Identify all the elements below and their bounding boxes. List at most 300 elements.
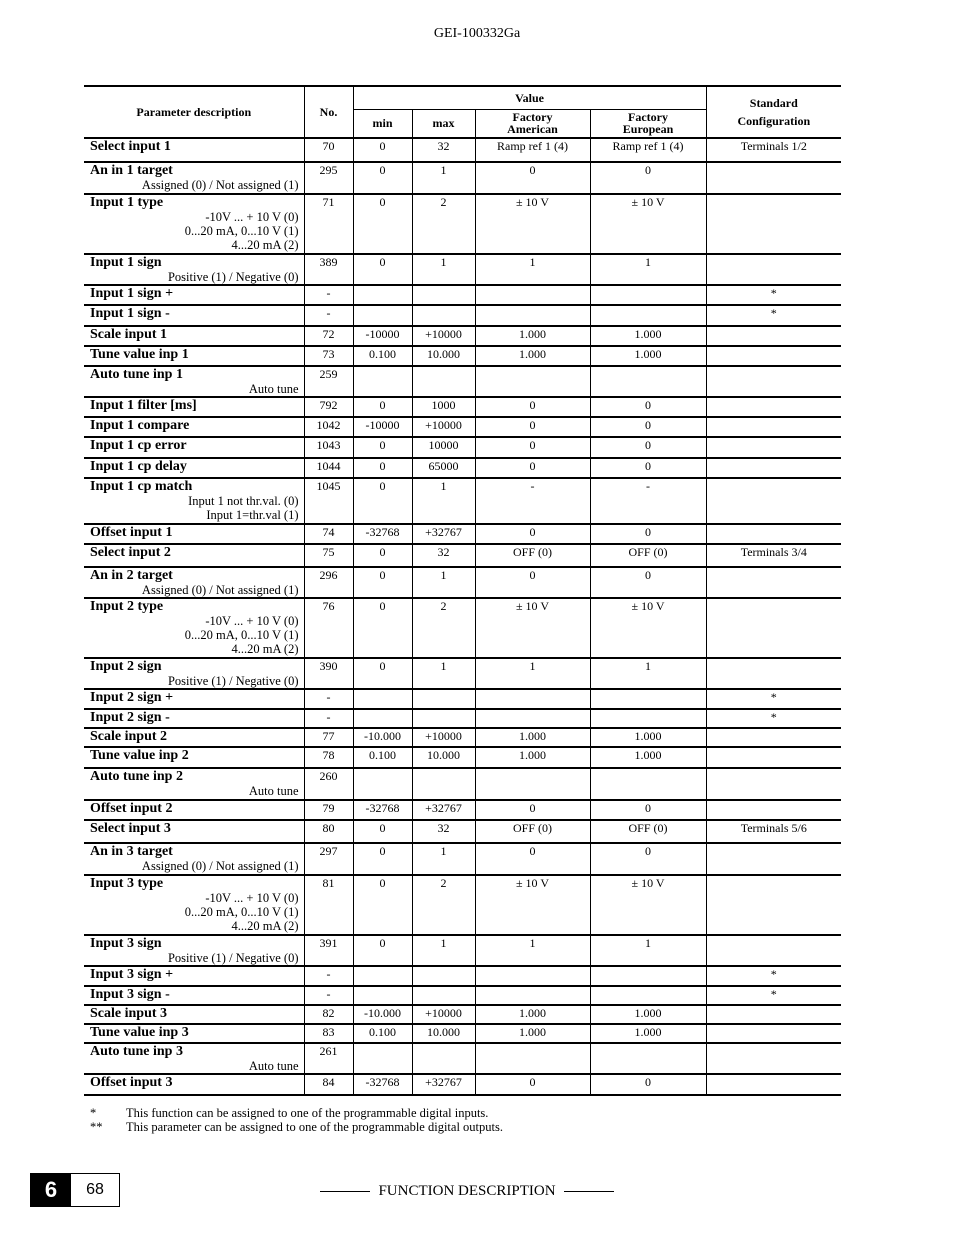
max-cell: 32: [412, 544, 475, 567]
factory-european-cell: 0: [590, 162, 706, 194]
param-name: Input 2 sign: [90, 659, 162, 674]
header-feu-line-1: Factory: [628, 110, 668, 125]
standard-config-cell: *: [706, 285, 841, 305]
standard-config-cell: *: [706, 966, 841, 986]
param-number-cell: 76: [304, 598, 353, 658]
max-cell: 1: [412, 567, 475, 598]
param-description-cell: [84, 1024, 304, 1043]
max-cell: 1: [412, 658, 475, 689]
param-option-text: Input 1 not thr.val. (0): [188, 494, 299, 508]
param-option-text: 0...20 mA, 0...10 V (1): [184, 628, 299, 642]
param-number-cell: -: [304, 709, 353, 728]
param-name: An in 1 target: [90, 163, 173, 178]
factory-european-cell: 0: [590, 524, 706, 544]
factory-american-cell: ± 10 V: [475, 875, 590, 935]
param-description-cell: [84, 285, 304, 305]
param-option-text: 0...20 mA, 0...10 V (1): [184, 224, 299, 238]
max-cell: 2: [412, 598, 475, 658]
min-cell: -10000: [353, 326, 412, 346]
factory-american-cell: 0: [475, 567, 590, 598]
factory-european-cell: [590, 966, 706, 986]
factory-european-cell: 1.000: [590, 1005, 706, 1024]
param-number-cell: 792: [304, 397, 353, 417]
max-cell: +10000: [412, 728, 475, 747]
param-description-cell: [84, 326, 304, 346]
param-description-cell: [84, 524, 304, 544]
factory-american-cell: 1.000: [475, 1024, 590, 1043]
min-cell: [353, 986, 412, 1005]
table-row: [84, 1074, 841, 1095]
factory-european-cell: [590, 305, 706, 326]
param-number-cell: 296: [304, 567, 353, 598]
max-cell: +10000: [412, 326, 475, 346]
param-description-cell: [84, 768, 304, 800]
header-min: min: [353, 109, 412, 138]
param-number-cell: 82: [304, 1005, 353, 1024]
standard-config-cell: [706, 254, 841, 285]
table-row: [84, 458, 841, 478]
table-row: [84, 194, 841, 254]
param-name: Input 3 type: [90, 876, 164, 891]
table-row: [84, 820, 841, 843]
param-name: Offset input 3: [90, 1075, 173, 1090]
param-name: Input 3 sign +: [90, 967, 174, 982]
min-cell: 0: [353, 194, 412, 254]
max-cell: [412, 1043, 475, 1074]
chapter-page-box: [30, 1173, 120, 1207]
max-cell: 32: [412, 138, 475, 162]
min-cell: 0: [353, 820, 412, 843]
table-row: [84, 1005, 841, 1024]
param-description-cell: [84, 843, 304, 875]
footnotes: [90, 1106, 503, 1134]
standard-config-cell: [706, 397, 841, 417]
factory-american-cell: [475, 709, 590, 728]
param-option-text: 4...20 mA (2): [231, 919, 299, 933]
footer-rule-left: [320, 1191, 370, 1192]
param-option-text: Positive (1) / Negative (0): [167, 674, 299, 688]
param-number-cell: 70: [304, 138, 353, 162]
param-description-cell: [84, 709, 304, 728]
factory-european-cell: 1.000: [590, 1024, 706, 1043]
min-cell: -32768: [353, 800, 412, 820]
param-option-text: Input 1=thr.val (1): [206, 508, 299, 522]
param-description-cell: [84, 966, 304, 986]
param-number-cell: 79: [304, 800, 353, 820]
param-name: Input 1 filter [ms]: [90, 398, 197, 413]
factory-american-cell: 0: [475, 417, 590, 437]
factory-american-cell: 0: [475, 162, 590, 194]
header-number: No.: [304, 86, 353, 138]
param-name: Input 3 sign: [90, 936, 162, 951]
standard-config-cell: [706, 326, 841, 346]
max-cell: [412, 366, 475, 397]
min-cell: -32768: [353, 1074, 412, 1095]
param-description-cell: [84, 1074, 304, 1095]
standard-config-cell: [706, 524, 841, 544]
max-cell: [412, 305, 475, 326]
param-option-text: Positive (1) / Negative (0): [167, 951, 299, 965]
min-cell: 0.100: [353, 1024, 412, 1043]
factory-american-cell: 0: [475, 524, 590, 544]
param-number-cell: 389: [304, 254, 353, 285]
max-cell: +32767: [412, 1074, 475, 1095]
param-description-cell: [84, 162, 304, 194]
table-row: [84, 346, 841, 366]
param-description-cell: [84, 567, 304, 598]
factory-european-cell: 0: [590, 800, 706, 820]
chapter-number: 6: [31, 1174, 71, 1206]
factory-american-cell: 0: [475, 843, 590, 875]
param-number-cell: 80: [304, 820, 353, 843]
max-cell: 1: [412, 162, 475, 194]
standard-config-cell: [706, 875, 841, 935]
header-fam-line-1: Factory: [512, 110, 553, 125]
header-std-line-2: Configuration: [737, 114, 811, 128]
factory-european-cell: [590, 366, 706, 397]
param-description-cell: [84, 1043, 304, 1074]
header-value: Value: [353, 86, 706, 109]
param-description-cell: [84, 305, 304, 326]
table-row: [84, 162, 841, 194]
factory-european-cell: 1.000: [590, 747, 706, 768]
table-row: [84, 417, 841, 437]
table-row: [84, 397, 841, 417]
param-name: Tune value inp 3: [90, 1025, 189, 1040]
min-cell: [353, 305, 412, 326]
footnote-mark: **: [90, 1120, 103, 1134]
header-param-description: Parameter description: [84, 86, 304, 138]
factory-european-cell: [590, 285, 706, 305]
table-row: [84, 875, 841, 935]
factory-european-cell: 0: [590, 843, 706, 875]
max-cell: [412, 285, 475, 305]
factory-european-cell: [590, 689, 706, 709]
header-standard-configuration: [706, 86, 841, 138]
param-number-cell: 77: [304, 728, 353, 747]
param-number-cell: -: [304, 689, 353, 709]
factory-american-cell: 0: [475, 1074, 590, 1095]
param-number-cell: 261: [304, 1043, 353, 1074]
header-fam-line-2: American: [507, 122, 558, 137]
parameter-table: [84, 85, 841, 1096]
footnote-text: This parameter can be assigned to one of the programmable digital outputs.: [126, 1120, 503, 1134]
param-number-cell: 391: [304, 935, 353, 966]
factory-european-cell: 1.000: [590, 326, 706, 346]
factory-american-cell: 0: [475, 397, 590, 417]
factory-american-cell: ± 10 V: [475, 598, 590, 658]
standard-config-cell: [706, 658, 841, 689]
min-cell: [353, 689, 412, 709]
param-name: Input 1 sign: [90, 255, 162, 270]
min-cell: -32768: [353, 524, 412, 544]
factory-european-cell: 1: [590, 658, 706, 689]
factory-european-cell: [590, 986, 706, 1005]
param-number-cell: 297: [304, 843, 353, 875]
standard-config-cell: [706, 1024, 841, 1043]
param-number-cell: 71: [304, 194, 353, 254]
factory-european-cell: [590, 709, 706, 728]
max-cell: 10.000: [412, 747, 475, 768]
standard-config-cell: [706, 800, 841, 820]
factory-european-cell: 1.000: [590, 728, 706, 747]
standard-config-cell: *: [706, 689, 841, 709]
param-description-cell: [84, 366, 304, 397]
param-number-cell: 260: [304, 768, 353, 800]
param-name: Auto tune inp 3: [90, 1044, 183, 1059]
param-description-cell: [84, 458, 304, 478]
table-row: [84, 478, 841, 524]
header-factory-american: [475, 109, 590, 138]
factory-european-cell: 0: [590, 1074, 706, 1095]
factory-american-cell: OFF (0): [475, 820, 590, 843]
max-cell: 10000: [412, 437, 475, 458]
min-cell: -10000: [353, 417, 412, 437]
standard-config-cell: [706, 478, 841, 524]
standard-config-cell: [706, 1005, 841, 1024]
param-name: Select input 2: [90, 545, 171, 560]
param-number-cell: 78: [304, 747, 353, 768]
factory-american-cell: [475, 966, 590, 986]
max-cell: 65000: [412, 458, 475, 478]
standard-config-cell: *: [706, 305, 841, 326]
param-name: Scale input 1: [90, 327, 168, 342]
param-description-cell: [84, 658, 304, 689]
param-number-cell: -: [304, 305, 353, 326]
factory-american-cell: 0: [475, 458, 590, 478]
table-row: [84, 567, 841, 598]
factory-american-cell: OFF (0): [475, 544, 590, 567]
max-cell: +32767: [412, 524, 475, 544]
table-row: [84, 843, 841, 875]
factory-european-cell: [590, 1043, 706, 1074]
factory-american-cell: -: [475, 478, 590, 524]
table-row: [84, 326, 841, 346]
table-row: [84, 709, 841, 728]
param-number-cell: 390: [304, 658, 353, 689]
document-id: GEI-100332Ga: [433, 26, 521, 41]
factory-european-cell: Ramp ref 1 (4): [590, 138, 706, 162]
factory-american-cell: 1.000: [475, 326, 590, 346]
max-cell: [412, 966, 475, 986]
param-name: Input 1 compare: [90, 418, 190, 433]
footnote: [90, 1120, 503, 1134]
min-cell: 0: [353, 544, 412, 567]
standard-config-cell: Terminals 3/4: [706, 544, 841, 567]
param-description-cell: [84, 346, 304, 366]
footnote: [90, 1106, 503, 1120]
param-name: Tune value inp 2: [90, 748, 189, 763]
param-description-cell: [84, 800, 304, 820]
param-number-cell: 72: [304, 326, 353, 346]
factory-american-cell: ± 10 V: [475, 194, 590, 254]
param-option-text: Auto tune: [248, 1059, 299, 1073]
max-cell: [412, 768, 475, 800]
factory-american-cell: [475, 1043, 590, 1074]
table-row: [84, 728, 841, 747]
min-cell: 0.100: [353, 747, 412, 768]
standard-config-cell: [706, 567, 841, 598]
min-cell: 0: [353, 567, 412, 598]
max-cell: [412, 689, 475, 709]
max-cell: 1: [412, 935, 475, 966]
param-name: Input 1 sign +: [90, 286, 174, 301]
param-description-cell: [84, 935, 304, 966]
param-name: Auto tune inp 1: [90, 367, 183, 382]
min-cell: 0: [353, 254, 412, 285]
param-name: Scale input 2: [90, 729, 168, 744]
param-number-cell: 1045: [304, 478, 353, 524]
min-cell: 0: [353, 875, 412, 935]
param-description-cell: [84, 875, 304, 935]
factory-european-cell: 1: [590, 254, 706, 285]
max-cell: 32: [412, 820, 475, 843]
param-description-cell: [84, 544, 304, 567]
factory-european-cell: OFF (0): [590, 544, 706, 567]
table-row: [84, 524, 841, 544]
param-description-cell: [84, 417, 304, 437]
param-option-text: 0...20 mA, 0...10 V (1): [184, 905, 299, 919]
max-cell: 1: [412, 254, 475, 285]
min-cell: 0: [353, 658, 412, 689]
max-cell: 1: [412, 843, 475, 875]
factory-american-cell: 1.000: [475, 346, 590, 366]
param-name: Input 2 sign -: [90, 710, 170, 725]
factory-american-cell: [475, 986, 590, 1005]
param-name: Input 2 sign +: [90, 690, 174, 705]
param-number-cell: 73: [304, 346, 353, 366]
param-description-cell: [84, 437, 304, 458]
standard-config-cell: [706, 1043, 841, 1074]
table-row: [84, 305, 841, 326]
factory-american-cell: [475, 285, 590, 305]
max-cell: 10.000: [412, 346, 475, 366]
min-cell: 0: [353, 935, 412, 966]
param-option-text: -10V ... + 10 V (0): [205, 210, 299, 224]
max-cell: +10000: [412, 417, 475, 437]
param-name: Input 1 sign -: [90, 306, 170, 321]
table-row: [84, 254, 841, 285]
min-cell: 0: [353, 138, 412, 162]
param-name: Select input 3: [90, 821, 171, 836]
table-row: [84, 747, 841, 768]
param-name: Input 3 sign -: [90, 987, 170, 1002]
param-option-text: 4...20 mA (2): [231, 642, 299, 656]
table-row: [84, 437, 841, 458]
header-feu-line-2: European: [622, 122, 674, 137]
min-cell: [353, 1043, 412, 1074]
factory-european-cell: ± 10 V: [590, 875, 706, 935]
min-cell: 0: [353, 397, 412, 417]
min-cell: [353, 966, 412, 986]
table-row: [84, 285, 841, 305]
param-name: Input 1 type: [90, 195, 164, 210]
factory-european-cell: 0: [590, 437, 706, 458]
param-name: Offset input 1: [90, 525, 173, 540]
param-name: Input 1 cp error: [90, 438, 187, 453]
param-name: Offset input 2: [90, 801, 173, 816]
min-cell: [353, 768, 412, 800]
param-number-cell: -: [304, 285, 353, 305]
factory-european-cell: 1.000: [590, 346, 706, 366]
header-factory-european: [590, 109, 706, 138]
table-row: [84, 658, 841, 689]
standard-config-cell: Terminals 5/6: [706, 820, 841, 843]
param-option-text: Auto tune: [248, 784, 299, 798]
param-name: An in 2 target: [90, 568, 173, 583]
param-name: Input 1 cp match: [90, 479, 193, 494]
param-number-cell: 295: [304, 162, 353, 194]
factory-american-cell: 1: [475, 935, 590, 966]
table-row: [84, 544, 841, 567]
max-cell: 2: [412, 194, 475, 254]
footer-section-title: [320, 1183, 614, 1200]
param-number-cell: 259: [304, 366, 353, 397]
param-number-cell: 83: [304, 1024, 353, 1043]
standard-config-cell: [706, 346, 841, 366]
factory-european-cell: 0: [590, 397, 706, 417]
min-cell: 0: [353, 598, 412, 658]
min-cell: 0: [353, 437, 412, 458]
param-number-cell: 1044: [304, 458, 353, 478]
param-description-cell: [84, 254, 304, 285]
param-description-cell: [84, 194, 304, 254]
page-number: 68: [86, 1181, 104, 1198]
param-description-cell: [84, 478, 304, 524]
factory-american-cell: 1.000: [475, 747, 590, 768]
table-row: [84, 935, 841, 966]
table-row: [84, 966, 841, 986]
max-cell: [412, 709, 475, 728]
header-std-line-1: Standard: [749, 96, 798, 110]
param-description-cell: [84, 820, 304, 843]
standard-config-cell: [706, 843, 841, 875]
table-row: [84, 800, 841, 820]
standard-config-cell: [706, 768, 841, 800]
param-description-cell: [84, 986, 304, 1005]
param-description-cell: [84, 747, 304, 768]
factory-european-cell: ± 10 V: [590, 598, 706, 658]
footer-rule-right: [564, 1191, 614, 1192]
table-body: [84, 138, 841, 1095]
param-name: Input 1 cp delay: [90, 459, 187, 474]
param-description-cell: [84, 1005, 304, 1024]
min-cell: 0: [353, 458, 412, 478]
standard-config-cell: [706, 194, 841, 254]
standard-config-cell: [706, 728, 841, 747]
param-option-text: -10V ... + 10 V (0): [205, 891, 299, 905]
min-cell: -10.000: [353, 728, 412, 747]
param-option-text: Positive (1) / Negative (0): [167, 270, 299, 284]
min-cell: [353, 366, 412, 397]
max-cell: 1: [412, 478, 475, 524]
param-option-text: -10V ... + 10 V (0): [205, 614, 299, 628]
param-number-cell: 81: [304, 875, 353, 935]
factory-european-cell: ± 10 V: [590, 194, 706, 254]
max-cell: 10.000: [412, 1024, 475, 1043]
param-number-cell: 1043: [304, 437, 353, 458]
param-number-cell: 75: [304, 544, 353, 567]
param-number-cell: -: [304, 966, 353, 986]
param-number-cell: -: [304, 986, 353, 1005]
table-row: [84, 1024, 841, 1043]
standard-config-cell: [706, 935, 841, 966]
standard-config-cell: *: [706, 709, 841, 728]
factory-european-cell: 1: [590, 935, 706, 966]
max-cell: +10000: [412, 1005, 475, 1024]
param-name: Auto tune inp 2: [90, 769, 183, 784]
min-cell: [353, 285, 412, 305]
